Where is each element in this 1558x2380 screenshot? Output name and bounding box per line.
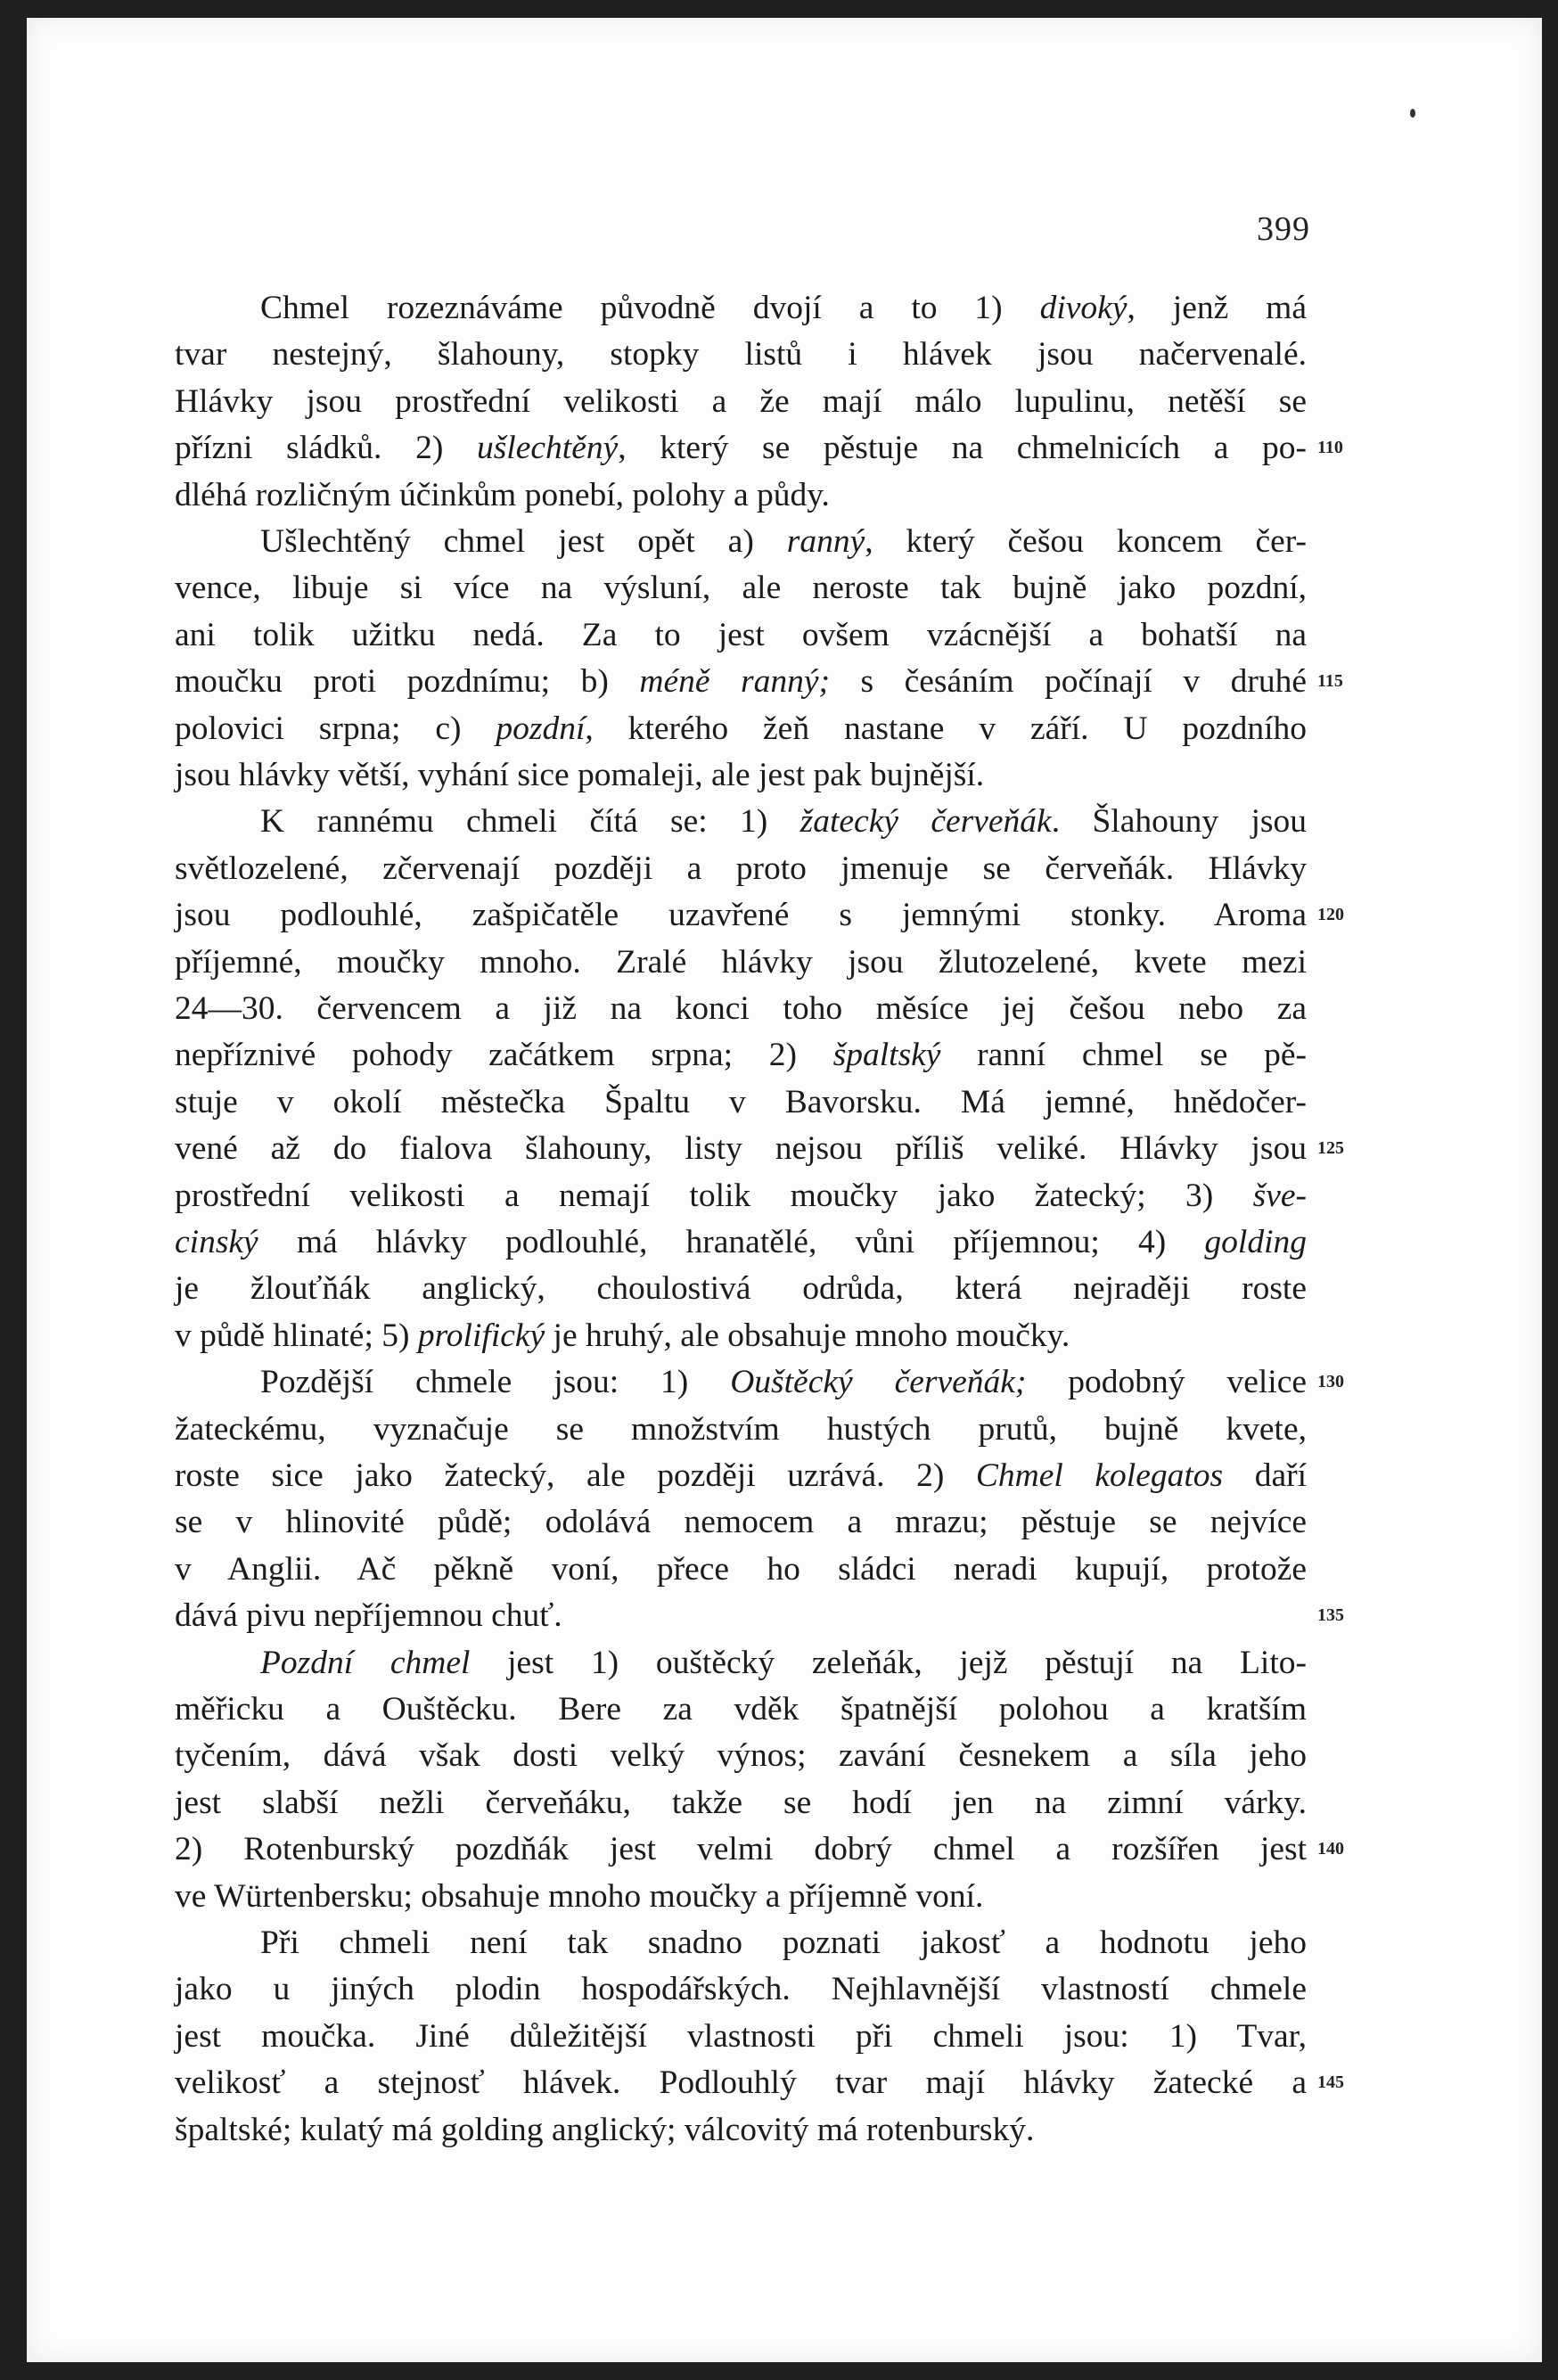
margin-line-number: 110 — [1317, 438, 1343, 458]
page-number: 399 — [1257, 210, 1310, 248]
text-line: nepříznivé pohody začátkem srpna; 2) špaltský ranní chmel se pě- — [175, 1037, 1308, 1074]
text-line: jsou hlávky větší, vyhání sice pomaleji, ale jest pak bujnější. — [175, 757, 985, 793]
margin-line-number: 140 — [1317, 1839, 1344, 1859]
text-line: Při chmeli není tak snadno poznati jakosť a hodnotu jeho — [260, 1925, 1307, 1961]
text-line: Hlávky jsou prostřední velikosti a že mají málo lupulinu, netěší se — [175, 382, 1307, 420]
ink-speck — [1410, 109, 1415, 118]
text-line: Chmel rozeznáváme původně dvojí a to 1) divoký, jenž má — [260, 290, 1307, 326]
text-line: cinský má hlávky podlouhlé, hranatělé, vůni příjemnou; 4) golding — [175, 1224, 1307, 1260]
text-line: světlozelené, zčervenají později a proto jmenuje se červeňák. Hlávky — [175, 849, 1307, 887]
margin-line-number: 115 — [1317, 671, 1343, 692]
text-line: K rannému chmeli čítá se: 1) žatecký červeňák. Šlahouny jsou — [260, 803, 1308, 841]
margin-line-number: 125 — [1317, 1138, 1344, 1159]
text-line: stuje v okolí městečka Špaltu v Bavorsku. Má jemné, hnědočer- — [175, 1083, 1307, 1120]
text-line: roste sice jako žatecký, ale později uzrává. 2) Chmel kolegatos daří — [175, 1457, 1307, 1494]
text-line: 24—30. červencem a již na konci toho měsíce jej češou nebo za — [175, 990, 1307, 1027]
text-line: jest slabší nežli červeňáku, takže se hodí jen na zimní várky. — [175, 1784, 1307, 1821]
text-line: v Anglii. Ač pěkně voní, přece ho sládci neradi kupují, protože — [175, 1550, 1307, 1588]
text-line: jako u jiných plodin hospodářských. Nejhlavnější vlastností chmele — [175, 1971, 1307, 2008]
text-line: jest moučka. Jiné důležitější vlastnosti při chmeli jsou: 1) Tvar, — [175, 2017, 1307, 2055]
text-line: prostřední velikosti a nemají tolik moučky jako žatecký; 3) šve- — [175, 1177, 1307, 1214]
text-line: Pozdní chmel jest 1) ouštěcký zeleňák, jejž pěstují na Lito- — [260, 1644, 1307, 1681]
text-line: vené až do fialova šlahouny, listy nejsou příliš veliké. Hlávky jsou — [175, 1130, 1307, 1168]
margin-line-number: 130 — [1317, 1372, 1344, 1392]
margin-line-number: 145 — [1317, 2072, 1344, 2093]
text-line: polovici srpna; c) pozdní, kterého žeň nastane v září. U pozdního — [175, 710, 1307, 747]
text-line: špaltské; kulatý má golding anglický; válcovitý má rotenburský. — [175, 2111, 1035, 2148]
text-line: ve Würtenbersku; obsahuje mnoho moučky a příjemně voní. — [175, 1877, 984, 1915]
text-line: ani tolik užitku nedá. Za to jest ovšem vzácnější a bohatší na — [175, 616, 1307, 653]
text-line: dává pivu nepříjemnou chuť. — [175, 1597, 562, 1635]
text-line: vence, libuje si více na výsluní, ale neroste tak bujně jako pozdní, — [175, 570, 1307, 607]
text-line: Ušlechtěný chmel jest opět a) ranný, který češou koncem čer- — [260, 523, 1308, 560]
text-line: se v hlinovité půdě; odolává nemocem a mrazu; pěstuje se nejvíce — [175, 1504, 1307, 1541]
text-line: moučku proti pozdnímu; b) méně ranný; s česáním počínají v druhé — [175, 663, 1307, 701]
text-line: jsou podlouhlé, zašpičatěle uzavřené s jemnými stonky. Aroma — [175, 897, 1307, 934]
text-line: 2) Rotenburský pozdňák jest velmi dobrý chmel a rozšířen jest — [175, 1831, 1307, 1868]
text-line: je žlouťňák anglický, choulostivá odrůda, která nejraději roste — [175, 1270, 1307, 1308]
text-line: žateckému, vyznačuje se množstvím hustých prutů, bujně kvete, — [175, 1410, 1307, 1448]
text-line: v půdě hlinaté; 5) prolifický je hruhý, ale obsahuje mnoho moučky. — [175, 1317, 1070, 1354]
text-line: tyčením, dává však dosti velký výnos; zavání česnekem a síla jeho — [175, 1737, 1307, 1775]
margin-line-number: 135 — [1317, 1605, 1344, 1626]
text-line: dléhá rozličným účinkům ponebí, polohy a půdy. — [175, 476, 830, 513]
text-line: velikosť a stejnosť hlávek. Podlouhlý tvar mají hlávky žatecké a — [175, 2064, 1307, 2102]
book-page — [27, 18, 1542, 2362]
text-line: přízni sládků. 2) ušlechtěný, který se pěstuje na chmelnicích a po- — [175, 430, 1307, 467]
text-line: příjemné, moučky mnoho. Zralé hlávky jsou žlutozelené, kvete mezi — [175, 943, 1307, 981]
margin-line-number: 120 — [1317, 905, 1344, 925]
text-line: tvar nestejný, šlahouny, stopky listů i hlávek jsou načervenalé. — [175, 336, 1307, 373]
text-line: měřicku a Ouštěcku. Bere za vděk špatnější polohou a kratším — [175, 1691, 1307, 1728]
text-line: Pozdější chmele jsou: 1) Ouštěcký červeňák; podobný velice — [260, 1364, 1307, 1401]
